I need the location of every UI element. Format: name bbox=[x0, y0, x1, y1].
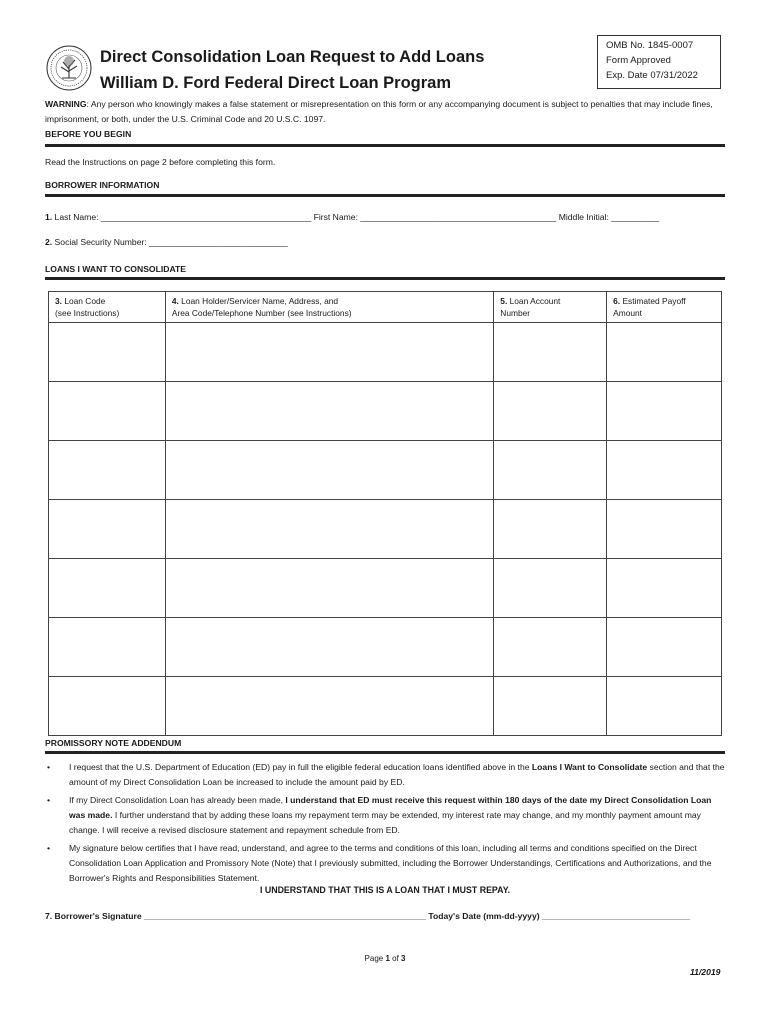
omb-number: OMB No. 1845-0007 bbox=[606, 40, 694, 51]
payoff-amount-cell[interactable] bbox=[607, 559, 722, 618]
column-header-account-number: 5. Loan Account Number bbox=[494, 292, 607, 323]
list-item: • My signature below certifies that I have read, understand, and agree to the terms and conditions of this loan, including all terms and conditions specified on the Direct Consolidation Loan Application and Promissory Note (Note) that I previously submitted, including the Borrower Understandings, Certifications and Authorizations, and the Borrower's Rights and Responsibilities Statement. bbox=[47, 843, 712, 883]
before-instructions: Read the Instructions on page 2 before completing this form. bbox=[45, 157, 276, 167]
table-header-row bbox=[49, 292, 722, 323]
bullet-icon: • bbox=[47, 843, 51, 853]
payoff-amount-cell[interactable] bbox=[607, 500, 722, 559]
repay-statement: I UNDERSTAND THAT THIS IS A LOAN THAT I MUST REPAY. bbox=[259, 885, 511, 895]
account-number-cell[interactable] bbox=[494, 382, 607, 441]
loan-holder-cell[interactable] bbox=[165, 618, 493, 677]
warning-body: : Any person who knowingly makes a false statement or misrepresentation on this form or any accompanying document is subject to penalties that may include fines, imprisonment, or both, under the U.S. Criminal Code and 20 U.S.C. 1097. bbox=[45, 99, 713, 124]
loan-code-cell[interactable] bbox=[49, 323, 166, 382]
payoff-amount-cell[interactable] bbox=[607, 441, 722, 500]
loan-holder-cell[interactable] bbox=[165, 677, 493, 736]
section-divider bbox=[45, 144, 725, 147]
loan-holder-cell[interactable] bbox=[165, 500, 493, 559]
loan-code-cell[interactable] bbox=[49, 677, 166, 736]
bullet-icon: • bbox=[47, 795, 51, 805]
table-row[interactable] bbox=[49, 677, 722, 736]
warning-label: WARNING bbox=[45, 99, 87, 109]
loan-holder-cell[interactable] bbox=[165, 382, 493, 441]
section-divider bbox=[45, 194, 725, 197]
promissory-bullets bbox=[45, 760, 725, 889]
list-item: • If my Direct Consolidation Loan has already been made, I understand that ED must receive this request within 180 days of the date my Direct Consolidation Loan was made. I further understand that by adding these loans my repayment term may be extended, my interest rate may change, and my monthly payment amount may change. I will receive a revised disclosure statement and repayment schedule from ED. bbox=[47, 795, 712, 835]
loan-code-cell[interactable] bbox=[49, 559, 166, 618]
loan-code-cell[interactable] bbox=[49, 500, 166, 559]
account-number-cell[interactable] bbox=[494, 323, 607, 382]
expiration-date: Exp. Date 07/31/2022 bbox=[606, 70, 698, 81]
loan-code-cell[interactable] bbox=[49, 441, 166, 500]
account-number-cell[interactable] bbox=[494, 677, 607, 736]
signature-date-line[interactable]: 7. Borrower's Signature ___________________________________________________________ Today's Date (mm-dd-yyyy) _______________________________ bbox=[45, 911, 691, 921]
table-row[interactable] bbox=[49, 500, 722, 559]
loans-table bbox=[48, 291, 722, 736]
page-number: Page 1 of 3 bbox=[364, 954, 406, 963]
revision-date: 11/2019 bbox=[690, 967, 721, 977]
loan-holder-cell[interactable] bbox=[165, 323, 493, 382]
warning-text bbox=[45, 97, 725, 127]
table-row[interactable] bbox=[49, 618, 722, 677]
payoff-amount-cell[interactable] bbox=[607, 323, 722, 382]
loan-code-cell[interactable] bbox=[49, 382, 166, 441]
loan-holder-cell[interactable] bbox=[165, 559, 493, 618]
section-heading-promissory: PROMISSORY NOTE ADDENDUM bbox=[45, 738, 182, 748]
section-heading-loans: LOANS I WANT TO CONSOLIDATE bbox=[45, 264, 186, 274]
omb-box bbox=[597, 35, 721, 89]
section-divider bbox=[45, 751, 725, 754]
column-header-loan-holder: 4. Loan Holder/Servicer Name, Address, and Area Code/Telephone Number (see Instructions) bbox=[165, 292, 493, 323]
ssn-field: Social Security Number: _____________________________ bbox=[52, 237, 288, 247]
item-number: 1. bbox=[45, 212, 53, 222]
table-row[interactable] bbox=[49, 441, 722, 500]
table-row[interactable] bbox=[49, 559, 722, 618]
table-row[interactable] bbox=[49, 323, 722, 382]
account-number-cell[interactable] bbox=[494, 441, 607, 500]
account-number-cell[interactable] bbox=[494, 559, 607, 618]
account-number-cell[interactable] bbox=[494, 500, 607, 559]
payoff-amount-cell[interactable] bbox=[607, 618, 722, 677]
loan-code-cell[interactable] bbox=[49, 618, 166, 677]
ssn-field-line[interactable] bbox=[45, 237, 288, 247]
payoff-amount-cell[interactable] bbox=[607, 677, 722, 736]
bullet-icon: • bbox=[47, 762, 51, 772]
table-row[interactable] bbox=[49, 382, 722, 441]
form-approved: Form Approved bbox=[606, 55, 671, 66]
program-title: William D. Ford Federal Direct Loan Program bbox=[100, 74, 452, 92]
account-number-cell[interactable] bbox=[494, 618, 607, 677]
section-heading-borrower: BORROWER INFORMATION bbox=[45, 180, 160, 190]
list-item: • I request that the U.S. Department of Education (ED) pay in full the eligible federal education loans identified above in the Loans I Want to Consolidate section and that the amount of my Direct Consolidation Loan be increased to include the amount paid by ED. bbox=[47, 762, 725, 787]
form-title: Direct Consolidation Loan Request to Add Loans bbox=[100, 48, 485, 66]
loan-holder-cell[interactable] bbox=[165, 441, 493, 500]
column-header-payoff-amount: 6. Estimated Payoff Amount bbox=[607, 292, 722, 323]
section-heading-before: BEFORE YOU BEGIN bbox=[45, 129, 132, 139]
department-seal-icon bbox=[46, 45, 92, 91]
name-field-line[interactable] bbox=[45, 212, 659, 222]
section-divider bbox=[45, 277, 725, 280]
item-number: 2. bbox=[45, 237, 53, 247]
name-fields: Last Name: ____________________________________________ First Name: _________________________________________ Middle Initial: __________ bbox=[52, 212, 660, 222]
column-header-loan-code: 3. Loan Code (see Instructions) bbox=[49, 292, 166, 323]
payoff-amount-cell[interactable] bbox=[607, 382, 722, 441]
